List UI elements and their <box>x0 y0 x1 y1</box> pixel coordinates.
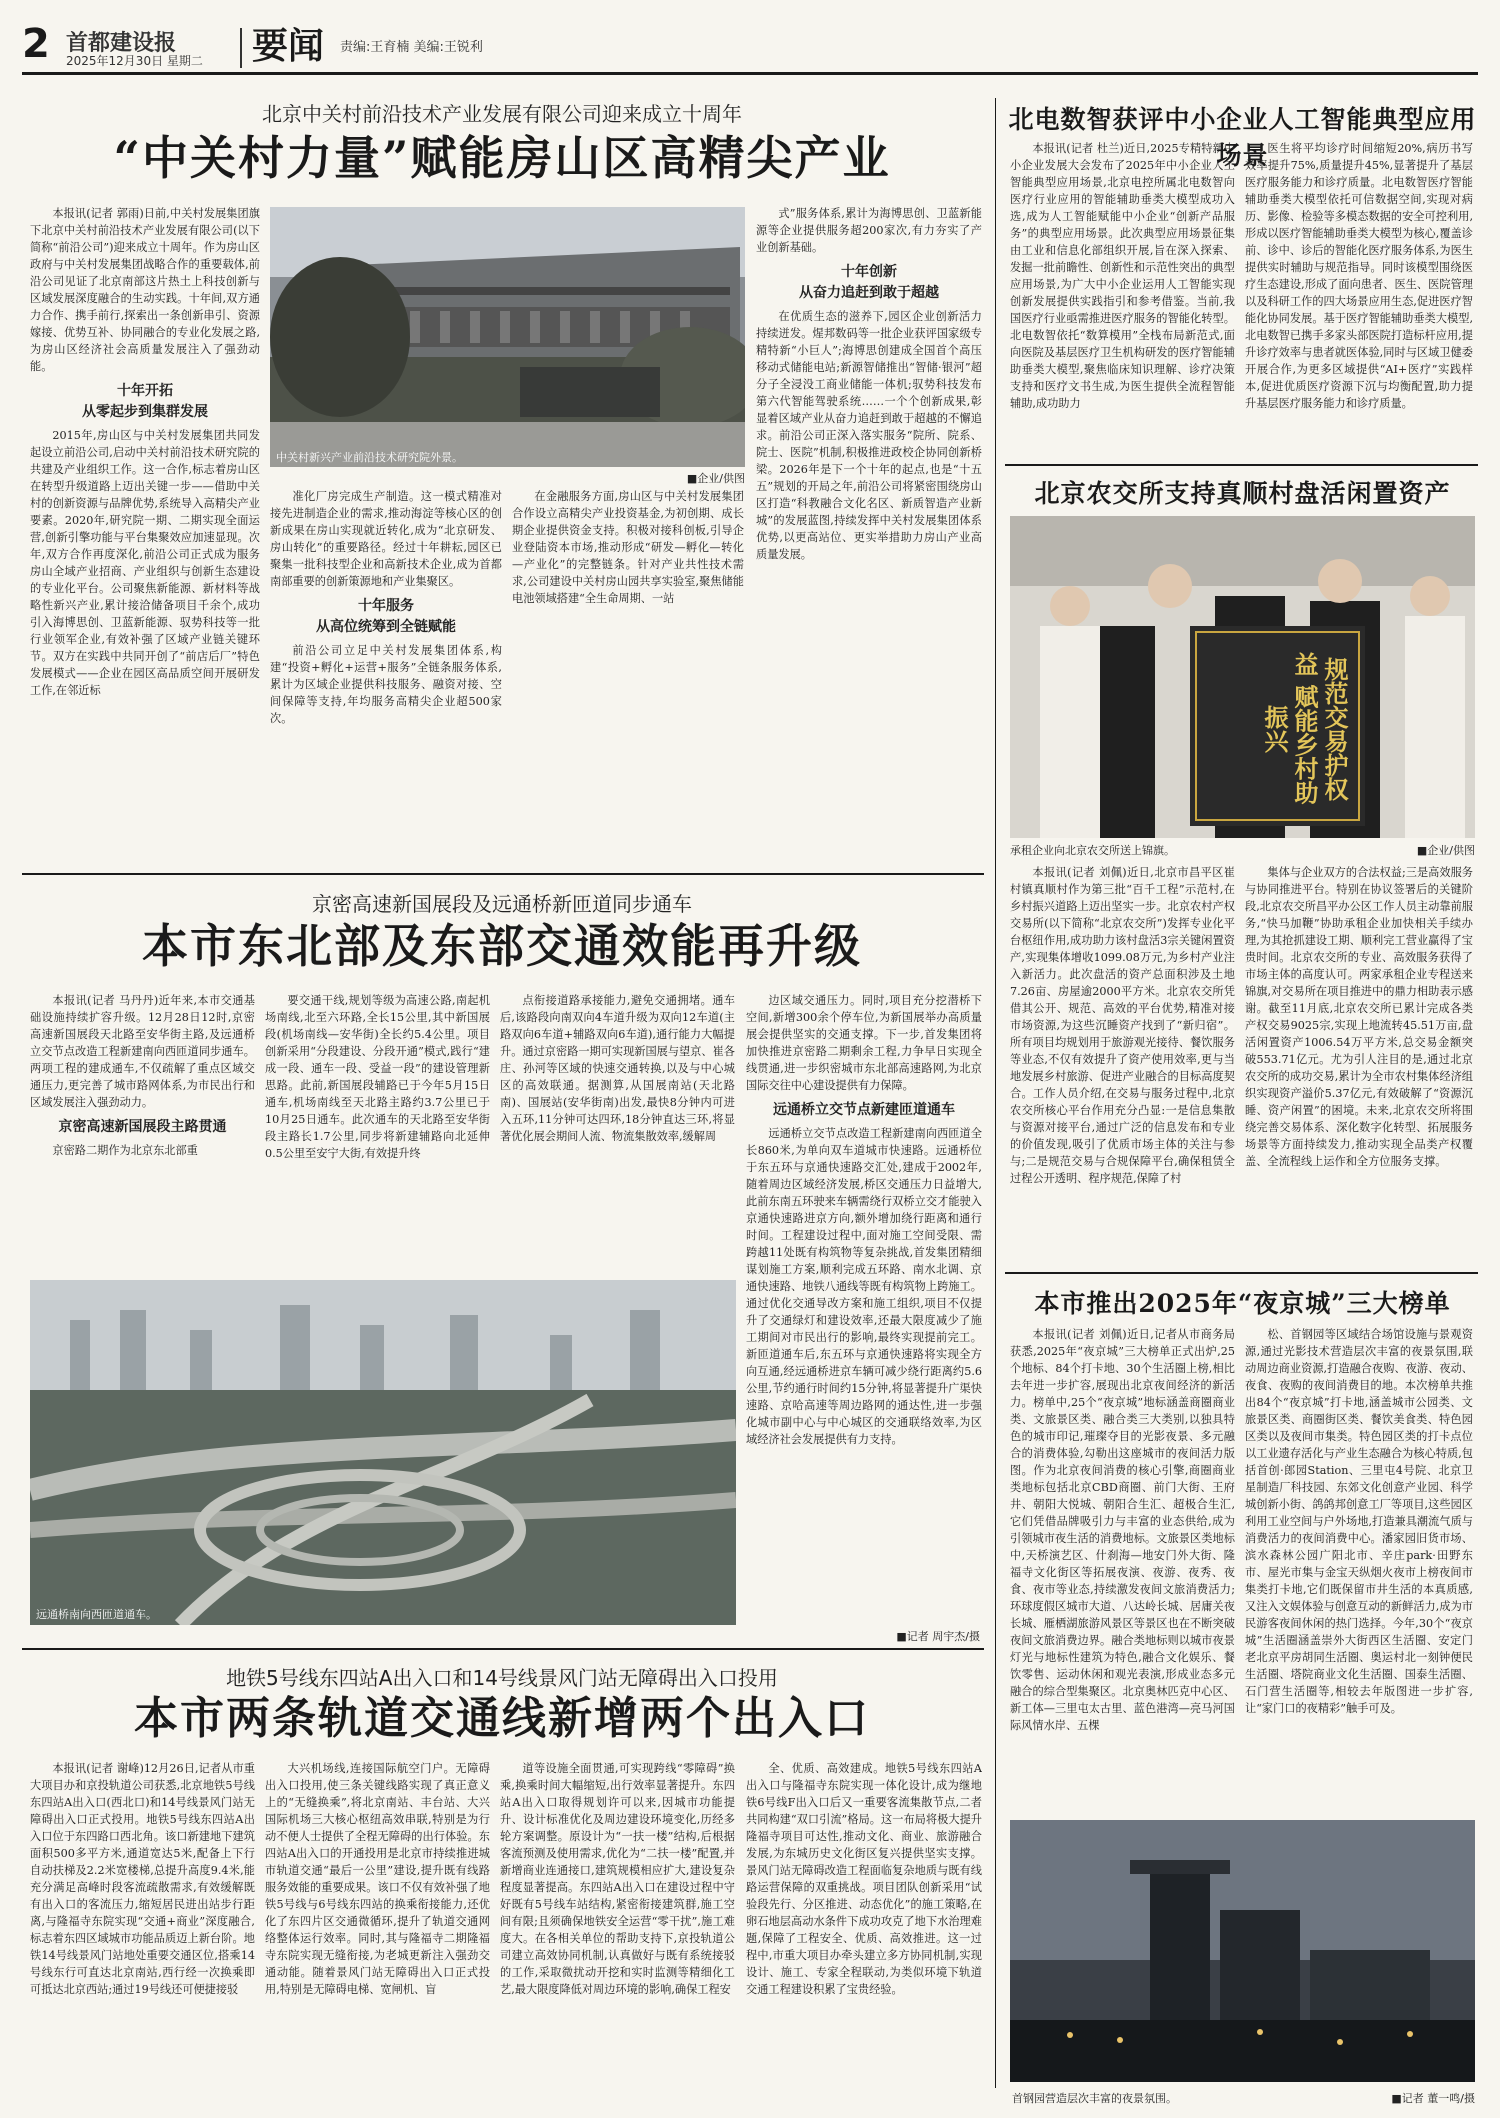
article1-photo <box>270 207 745 467</box>
article6-kicker: 地铁5号线东四站A出入口和14号线景风门站无障碍出入口投用 <box>226 1666 778 1690</box>
article6-column-3 <box>500 1760 735 2100</box>
article3-photo-credit: ■企业/供图 <box>1416 844 1475 857</box>
article1-body-2b: 前沿公司立足中关村发展集团体系,构建“投资+孵化+运营+服务”全链条服务体系,累计为区域企业提供科技服务、融资对接、空间保障等支持,年均服务高精尖企业超500家次。 <box>270 644 502 725</box>
article4-column-1 <box>30 992 255 1272</box>
article3-body-2: 集体与企业双方的合法权益;三是高效服务与协同推进平台。特别在协议签署后的关键阶段,北京农交所昌平办公区工作人员主动靠前服务,“快马加鞭”协助承租企业加快相关手续办理,为其抢抓建设工期、顺利完工营业赢得了宝贵时间。北京农交所的专业、高效服务获得了市场主体的高度认可。两家承租企业专程送来锦旗,对交易所在项目推进中的鼎力相助表示感谢。截至11月底,北京农交所已累计完成各类产权交易9025宗,实现上地流转45.51万亩,盘活闲置资产1006.54万平方米,总交易金额突破553.71亿元。尤为引人注目的是,通过北京农交所的成功交易,累计为全市农村集体经济组织实现资产溢价5.37亿元,有效破解了“资源沉睡、资产闲置”的困境。未来,北京农交所将围绕完善交易体系、深化数字化转型、拓展服务场景等方面持续发力,推动实现全品类产权覆盖、全流程线上运作和全方位服务支撑。 <box>1245 866 1473 1168</box>
article1-subhead-3: 十年创新 从奋力追赶到敢于超越 <box>799 264 939 301</box>
article5-photo-credit: ■记者 董一鸣/摄 <box>1391 2092 1475 2105</box>
section-rule <box>1005 464 1478 466</box>
article4-body-4: 边区域交通压力。同时,项目充分挖潜桥下空间,新增300余个停车位,为新国展举办高质量展会提供坚实的交通支撑。下一步,首发集团将加快推进京密路二期剩余工程,力争早日实现全线贯通,进一步织密城市东北部高速路网,为北京国际交往中心建设提供有力保障。 <box>746 994 982 1092</box>
article6-body-3: 道等设施全面贯通,可实现跨线“零障碍”换乘,换乘时间大幅缩短,出行效率显著提升。东四站A出入口取得规划许可以来,因城市功能提升、设计标准优化及周边建设环境变化,历经多轮方案调整。原设计为“一扶一楼”结构,后根据客流预测及使用需求,优化为“二扶一楼”配置,并新增商业连通接口,建筑规模相应扩大,建设复杂程度显著提高。东四站A出入口在建设过程中守好既有5号线车站结构,紧密衔接建筑群,施工空间有限;且须确保地铁安全运营“零干扰”,施工难度大。在各相关单位的帮助支持下,京投轨道公司建立高效协同机制,认真做好与既有系统接驳的工作,采取微扰动开挖和实时监测等精细化工艺,最大限度降低对周边环境的影响,确保工程安 <box>500 1762 735 1996</box>
article6-column-2 <box>265 1760 490 2100</box>
article5-photo <box>1010 1820 1475 2082</box>
article3-body-1: 本报讯(记者 刘佩)近日,北京市昌平区崔村镇真顺村作为第三批“百千工程”示范村,在乡村振兴道路上迈出坚实一步。北京农村产权交易所(以下简称“北京农交所”)发挥专业化平台枢纽作用,成功助力该村盘活3宗关键闲置资产,实现集体增收1099.08万元,为乡村产业注入新活力。此次盘活的资产总面积涉及土地7.26亩、房屋逾2000平方米。北京农交所凭借其公开、规范、高效的平台优势,精准对接市场资源,为这些沉睡资产找到了“新归宿”。所有项目均规划用于旅游观光接待、餐饮服务等业态,不仅有效提升了资产使用效率,更与当地发展乡村旅游、促进产业融合的目标高度契合。工作人员介绍,在交易与服务过程中,北京农交所核心平台作用充分凸显:一是信息集散与资源对接平台,通过广泛的信息发布和专业的价值发现,吸引了优质市场主体的关注与参与;二是规范交易与合规保障平台,确保租赁全过程公开透明、程序规范,保障了村 <box>1010 866 1235 1185</box>
article2-headline: 北电数智获评中小企业人工智能典型应用场景 <box>1008 105 1477 170</box>
article3-column-1 <box>1010 864 1235 1264</box>
article1-column-1 <box>30 205 260 860</box>
article6-body-2: 大兴机场线,连接国际航空门户。无障碍出入口投用,使三条关键线路实现了真正意义上的“无缝换乘”,将北京南站、丰台站、大兴国际机场三大核心枢纽高效串联,特别是为行动不便人士提供了全程无障碍的出行体验。东四站A出入口的开通投用是北京市持续推进城市轨道交通“最后一公里”建设,提升既有线路服务效能的重要成果。该口不仅有效补强了地铁5号线与6号线东四站的换乘衔接能力,还优化了东四片区交通微循环,提升了轨道交通网络整体运行效率。同时,其与隆福寺二期隆福寺东院实现无缝衔接,为老城更新注入强劲交通动能。随着景风门站无障碍出入口正式投用,特别是无障碍电梯、宽闸机、盲 <box>265 1762 490 1996</box>
research-institute-building-image <box>270 207 745 467</box>
article3-photo-caption: 承租企业向北京农交所送上锦旗。 <box>1010 844 1175 857</box>
interchange-aerial-image <box>30 1280 736 1625</box>
article1-body-4: 式”服务体系,累计为海博思创、卫蓝新能源等企业提供服务超200家次,有力夯实了产业创新基础。 <box>756 207 982 254</box>
issue-date: 2025年12月30日 星期二 <box>66 54 203 68</box>
article1-column-3 <box>512 488 744 860</box>
article4-subhead-1: 京密高速新国展段主路贯通 <box>58 1119 227 1135</box>
article4-body-2: 要交通干线,规划等级为高速公路,南起机场南线,北至六环路,全长15公里,其中新国展段(机场南线—安华街)全长约5.4公里。项目创新采用“分段建设、分段开通”模式,践行“建成一段、通车一段、受益一段”的建设管理新思路。此前,新国展段辅路已于今年5月15日通车,机场南线至天北路主路约3.7公里已于10月25日通车。此次通车的天北路至安华街段主路长1.7公里,同步将新建辅路向北延伸0.5公里至安宁大街,有效提升终 <box>265 994 490 1160</box>
article6-column-4 <box>746 1760 982 2100</box>
article3-headline: 北京农交所支持真顺村盘活闲置资产 <box>1034 479 1451 508</box>
article1-body-3: 在金融服务方面,房山区与中关村发展集团合作设立高精尖产业投资基金,为初创期、成长期企业提供资金支持。积极对接科创板,引导企业登陆资本市场,推动形成“研发—孵化—转化—产业化”的完整链条。针对产业共性技术需求,公司建设中关村房山园共享实验室,聚焦储能电池领域搭建“全生命周期、一站 <box>512 490 744 605</box>
masthead <box>22 21 1478 75</box>
article6-body-1: 本报讯(记者 谢峰)12月26日,记者从市重大项目办和京投轨道公司获悉,北京地铁5号线东四站A出入口(西北口)和14号线景风门站无障碍出入口正式投用。地铁5号线东四站A出入口位于东四路口西北角。该口新建地下建筑面积500多平方米,通道宽达5米,配备上下行自动扶梯及2.2米宽楼梯,总提升高度9.4米,能充分满足高峰时段客流疏散需求,有效缓解既有出入口的客流压力,缩短居民进出站步行距离,与隆福寺东院实现“交通+商业”深度融合,标志着东四区域城市功能品质迈上新台阶。地铁14号线景风门站地处重要交通区位,搭乘14号线东行可直达北京南站,西行经一次换乘即可抵达北京西站;通过19号线还可便捷接驳 <box>30 1762 255 1996</box>
page-number: 2 <box>22 21 50 67</box>
article5-column-1 <box>1010 1326 1235 1816</box>
article5-headline: 本市推出2025年“夜京城”三大榜单 <box>1034 1289 1451 1318</box>
section-rule <box>1005 1272 1478 1274</box>
article1-column-2 <box>270 488 502 860</box>
shougang-night-scene-image <box>1010 1820 1475 2082</box>
article4-photo <box>30 1280 736 1625</box>
article1-body-4b: 在优质生态的滋养下,园区企业创新活力持续迸发。煋邦数码等一批企业获评国家级专精特新“小巨人”;海博思创建成全国首个高压移动式储能电站;新源智储推出“智储·银河”超分子全浸没工商业储能一体机;驭势科技发布第六代智能驾驶系统……一个个创新成果,彰显着区域产业从奋力追赶到敢于超越的不懈追求。前沿公司正深入落实服务“院所、院系、院士、医院”机制,积极推进政校企协同创新桥梁。2026年是下一个十年的起点,也是“十五五”规划的开局之年,前沿公司将紧密围绕房山区打造“科教融合文化名区、新质智造产业新城”的发展蓝图,持续发挥中关村发展集团体系优势,以更高站位、更实举措助力房山产业高质量发展。 <box>756 310 982 561</box>
article4-column-3 <box>500 992 735 1272</box>
section-rule <box>22 873 984 875</box>
article4-column-2 <box>265 992 490 1272</box>
article6-body-4: 全、优质、高效建成。地铁5号线东四站A出入口与隆福寺东院实现一体化设计,成为继地铁6号线F出入口后又一重要客流集散节点,二者共同构建“双口引流”格局。这一布局将极大提升隆福寺项目可达性,推动文化、商业、旅游融合发展,为东城历史文化街区复兴提供坚实支撑。景风门站无障碍改造工程面临复杂地质与既有线路运营保障的双重挑战。项目团队创新采用“试验段先行、分区推进、动态优化”的施工策略,在卵石地层高动水条件下成功攻克了地下水治理难题,保障了工程安全、优质、高效推进。这一过程中,市重大项目办牵头建立多方协同机制,实现设计、施工、专家全程联动,为类似环境下轨道交通工程建设积累了宝贵经验。 <box>746 1762 982 1996</box>
article4-photo-caption: 远通桥南向西匝道通车。 <box>36 1608 157 1621</box>
article1-photo-credit: ■企业/供图 <box>686 472 745 485</box>
article2-column-1 <box>1010 140 1235 455</box>
article2-body-2: 医生将平均诊疗时间缩短20%,病历书写效率提升75%,质量提升45%,显著提升了基层医疗服务能力和诊疗质量。北电数智医疗智能辅助垂类大模型依托可信数据空间,实现对病历、影像、检验等多模态数据的安全可控利用,形成以医疗智能辅助垂类大模型为核心,覆盖诊前、诊中、诊后的智能化医疗服务体系,为医生提供实时辅助与规范指导。同时该模型围绕医疗生态建设,形成了面向患者、医生、医院管理以及科研工作的四大场景应用生态,促进医疗智能化协同发展。基于医疗智能辅助垂类大模型,北电数智已携手多家头部医院打造标杆应用,提升诊疗效率与患者就医体验,同时与区域卫健委开展合作,为更多区域提供“AI+医疗”实践样本,促进优质医疗资源下沉与均衡配置,助力提升基层医疗服务能力和诊疗质量。 <box>1245 142 1473 410</box>
article4-subhead-2: 远通桥立交节点新建匝道通车 <box>773 1102 955 1118</box>
article5-column-2 <box>1245 1326 1473 1816</box>
article5-photo-caption: 首钢园营造层次丰富的夜景氛围。 <box>1012 2092 1177 2105</box>
article4-column-4 <box>746 992 982 1622</box>
editors-credit: 责编:王育楠 美编:王锐利 <box>340 40 483 55</box>
article4-body-4b: 远通桥立交节点改造工程新建南向西匝道全长860米,为单向双车道城市快速路。远通桥位于东五环与京通快速路交汇处,建成于2002年,随着周边区域经济发展,桥区交通压力日益增大,此前东南五环驶来车辆需绕行双桥立交才能驶入京通快速路进京方向,额外增加绕行距离和通行时间。工程建设过程中,面对施工空间受限、需跨越11处既有构筑物等复杂挑战,首发集团精细谋划施工方案,顺利完成五环路、南水北调、京通快速路、地铁八通线等既有构筑物上跨施工。通过优化交通导改方案和施工组织,项目不仅提升了交通绿灯和建设效率,还最大限度减少了施工期间对市民出行的影响,最终实现提前完工。新匝道通车后,东五环与京通快速路将实现全方向互通,经远通桥进京车辆可减少绕行距离约5.6公里,节约通行时间约15分钟,将显著提升广渠快速路、京哈高速等周边路网的通达性,进一步强化城市副中心与中心城区的交通联络效率,为区域经济社会发展提供有力支持。 <box>746 1127 982 1446</box>
article5-body-1: 本报讯(记者 刘佩)近日,记者从市商务局获悉,2025年“夜京城”三大榜单正式出炉,25个地标、84个打卡地、30个生活圈上榜,相比去年进一步扩容,展现出北京夜间经济的新活力。榜单中,25个“夜京城”地标涵盖商圈商业类、文旅景区类、融合类三大类别,以独具特色的城市印记,璀璨夺目的光影夜景、多元融合的消费体验,勾勒出这座城市的夜间活力版图。作为北京夜间消费的核心引擎,商圈商业类地标包括北京CBD商圈、前门大街、王府井、朝阳大悦城、朝阳合生汇、超极合生汇,它们凭借品牌吸引力与丰富的业态供给,成为引领城市夜生活的消费地标。文旅景区类地标中,天桥演艺区、什刹海—地安门外大街、隆福寺文化街区等拓展夜演、夜游、夜秀、夜食、夜市等业态,持续激发夜间文旅消费活力;环球度假区城市大道、八达岭长城、居庸关夜长城、雁栖湖旅游风景区等景区也在不断突破夜间文旅消费边界。融合类地标则以城市夜景灯光与地标性建筑为特色,融合文化娱乐、餐饮零售、运动休闲和观光表演,形成业态多元融合的综合型集聚区。北京奥林匹克中心区、新工体—三里屯太古里、蓝色港湾—亮马河国际风情水岸、五棵 <box>1010 1328 1235 1732</box>
section-title: 要闻 <box>252 25 325 67</box>
section-rule <box>22 1648 984 1650</box>
article1-body-2: 准化厂房完成生产制造。这一模式精准对接先进制造企业的需求,推动海淀等核心区的创新成果在房山实现就近转化,成为“北京研发、房山转化”的重要路径。经过十年耕耘,园区已聚集一批科技型企业和高新技术企业,成为首都南部重要的创新策源地和产业集聚区。 <box>270 490 502 588</box>
article4-body-3: 点衔接道路承接能力,避免交通拥堵。通车后,该路段向南双向4车道升级为双向12车道(主路双向6车道+辅路双向6车道),通行能力大幅提升。通过京密路一期可实现新国展与望京、崔各庄、孙河等区域的快速交通转换,以及与中心城区的高效联通。据测算,从国展南站(天北路南)、国展站(安华街南)出发,最快8分钟内可进入五环,11分钟可达四环,18分钟直达三环,将显著优化展会期间人流、物流集散效率,缓解周 <box>500 994 735 1143</box>
article1-body-1: 2015年,房山区与中关村发展集团共同发起设立前沿公司,启动中关村前沿技术研究院的共建及产业组织工作。这一合作,标志着房山区在转型升级道路上迈出关键一步——借助中关村的创新资源与品牌优势,系统导入高精尖产业要素。2020年,研究院一期、二期实现全面运营,创新引擎功能与平台集聚效应加速显现。次年,双方合作再度深化,前沿公司正式成为服务房山全域产业招商、产业组织与创新生态建设的专业化平台。公司聚焦新能源、新材料等战略性新兴产业,累计接洽储备项目千余个,成功引入海博思创、卫蓝新能源、驭势科技等一批行业领军企业,有效补强了区域产业链关键环节。双方在实践中共同开创了“前店后厂”特色发展模式——企业在园区高品质空间开展研发工作,在邻近标 <box>30 429 260 697</box>
article5-body-2: 松、首钢园等区域结合场馆设施与景观资源,通过光影技术营造层次丰富的夜景氛围,联动周边商业资源,打造融合夜购、夜游、夜动、夜食、夜购的夜间消费目的地。本次榜单共推出84个“夜京城”打卡地,涵盖城市公园类、文旅景区类、商圈街区类、餐饮美食类、特色园区类以及夜间市集类。特色园区类的打卡点位以工业遗存活化与产业生态融合为核心特质,包括首创·郎园Station、三里屯4号院、北京卫星制造厂科技园、东郊文化创意产业园、科学城创新小街、鸽鸽邦创意工厂等项目,这些园区利用工业空间与户外场地,打造兼具潮流气质与消费活力的夜间消费中心。潘家园旧货市场、滨水森林公园广阳北市、辛庄park·田野东市、屋光市集与金宝天纵烟火夜市上榜夜间市集类打卡地,它们既保留市井生活的本真质感,又注入文娱体验与创意互动的新鲜活力,成为市民游客夜间休闲的热门选择。今年,30个“夜京城”生活圈涵盖崇外大街西区生活圈、安定门老北京平房胡同生活圈、奥运村北一刻钟便民生活圈、塔院商业文化生活圈、国泰生活圈、石门营生活圈等,相较去年版图进一步扩容,让“家门口的夜精彩”触手可及。 <box>1245 1328 1473 1715</box>
article4-headline: 本市东北部及东部交通效能再升级 <box>142 919 862 973</box>
article1-subhead-2: 十年服务 从高位统筹到全链赋能 <box>316 598 456 635</box>
article2-column-2 <box>1245 140 1473 455</box>
article4-kicker: 京密高速新国展段及远通桥新匝道同步通车 <box>312 892 692 916</box>
article1-kicker: 北京中关村前沿技术产业发展有限公司迎来成立十周年 <box>262 102 742 126</box>
banner-text: 规范交易护权益 赋能乡村助振兴 <box>1260 652 1349 805</box>
article1-photo-caption: 中关村新兴产业前沿技术研究院外景。 <box>276 451 463 464</box>
article1-column-4 <box>756 205 982 860</box>
masthead-divider <box>240 28 242 68</box>
article1-subhead-1: 十年开拓 从零起步到集群发展 <box>82 383 208 420</box>
article4-lead: 本报讯(记者 马丹丹)近年来,本市交通基础设施持续扩容升级。12月28日12时,京密高速新国展段天北路至安华街主路,及远通桥立交节点改造工程新建南向西匝道同步通车。两项工程的建成通车,不仅疏解了重点区域交通压力,更完善了城市路网体系,为市民出行和区域发展注入强劲动力。 <box>30 994 255 1109</box>
article1-headline: “中关村力量”赋能房山区高精尖产业 <box>113 131 891 185</box>
column-divider <box>995 98 996 2088</box>
article1-lead: 本报讯(记者 郭雨)日前,中关村发展集团旗下北京中关村前沿技术产业发展有限公司(以下简称“前沿公司”)迎来成立十周年。作为房山区政府与中关村发展集团战略合作的重要载体,前沿公司见证了北京南部这片热土上科技创新与区域发展深度融合的生动实践。十年间,双方通力合作、携手前行,探索出一条创新串引、资源嫁接、优势互补、协同融合的专业化发展之路,为房山区经济社会高质量发展注入了强劲动能。 <box>30 207 260 373</box>
article4-body-1b: 京密路二期作为北京东北部重 <box>52 1144 198 1157</box>
article3-photo <box>1010 516 1475 838</box>
article3-column-2 <box>1245 864 1473 1264</box>
newspaper-brand: 首都建设报 <box>66 31 177 56</box>
article6-headline: 本市两条轨道交通线新增两个出入口 <box>134 1693 870 1744</box>
article2-body-1: 本报讯(记者 杜兰)近日,2025专精特新中小企业发展大会发布了2025年中小企业人工智能典型应用场景,北京电控所属北电数智向医疗行业应用的智能辅助垂类大模型成功入选,成为人工智能赋能中小企业“创新产品服务”的典型应用场景。此次典型应用场景征集由工业和信息化部组织开展,旨在深入探索、发掘一批前瞻性、创新性和示范性突出的典型应用场景,为广大中小企业运用人工智能实现创新发展提供实践指引和参考借鉴。当前,我国医疗行业亟需推进医疗服务的智能化转型。北电数智依托“数算模用”全栈布局新范式,面向医院及基层医疗卫生机构研发的医疗智能辅助垂类大模型,聚焦临床知识理解、诊疗决策支持和医疗文书生成,为医生提供全流程智能辅助,成功助力 <box>1010 142 1235 410</box>
article6-column-1 <box>30 1760 255 2100</box>
article4-photo-credit: ■记者 周宇杰/摄 <box>896 1630 980 1643</box>
